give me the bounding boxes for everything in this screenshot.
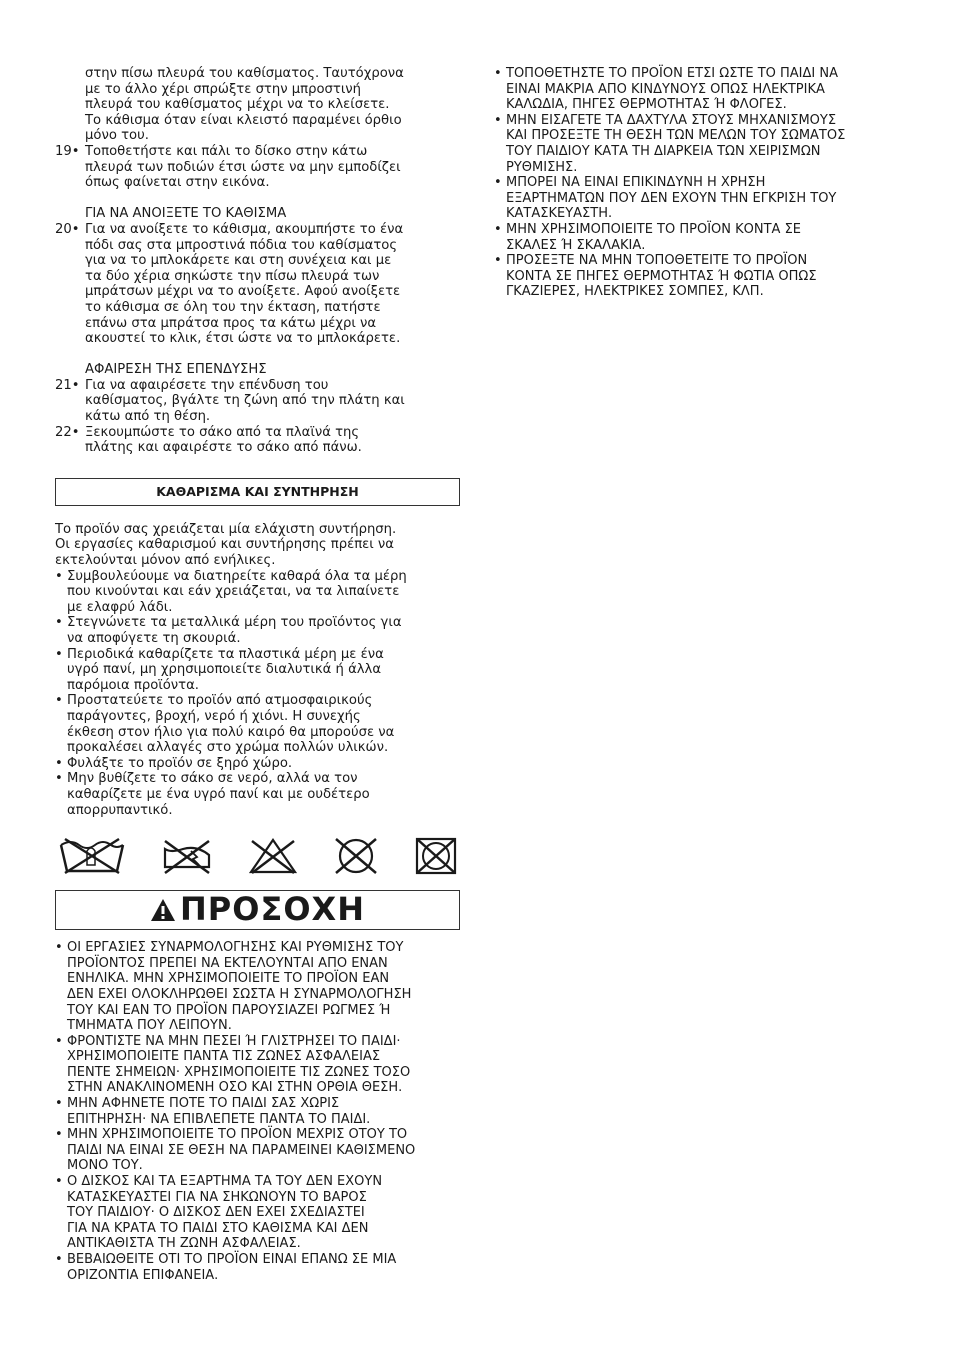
text-line: ΠΑΙΔΙ ΝΑ ΕΙΝΑΙ ΣΕ ΘΕΣΗ ΝΑ ΠΑΡΑΜΕΙΝΕΙ ΚΑΘΙΣΜΕΝΟ: [67, 1142, 416, 1158]
text-line: • ΜΗΝ ΕΙΣΑΓΕΤΕ ΤΑ ΔΑΧΤΥΛΑ ΣΤΟΥΣ ΜΗΧΑΝΙΣΜΟΥΣ: [506, 112, 837, 128]
warning-bullet: [494, 66, 899, 113]
text-line: παρόμοια προϊόντα.: [67, 677, 199, 693]
warning-bullet: [55, 1252, 460, 1283]
text-line: ΚΑΤΑΣΚΕΥΑΣΤΕΙ ΓΙΑ ΝΑ ΣΗΚΩΝΟΥΝ ΤΟ ΒΑΡΟΣ: [67, 1189, 367, 1205]
warning-title: ΠΡΟΣΟΧΗ: [180, 890, 365, 929]
text-line: • ΠΡΟΣΕΞΤΕ ΝΑ ΜΗΝ ΤΟΠΟΘΕΤΕΙΤΕ ΤΟ ΠΡΟΪΟΝ: [506, 253, 808, 269]
no-bleach-icon: [161, 837, 213, 875]
text-line: • ΜΗΝ ΧΡΗΣΙΜΟΠΟΙΕΙΤΕ ΤΟ ΠΡΟΪΟΝ ΚΟΝΤΑ ΣΕ: [506, 221, 801, 237]
step-number: 20•: [55, 221, 80, 237]
step-22: [55, 425, 460, 456]
text-line: ΓΚΑΖΙΕΡΕΣ, ΗΛΕΚΤΡΙΚΕΣ ΣΟΜΠΕΣ, ΚΛΠ.: [506, 284, 764, 300]
no-chlorine-icon: [248, 837, 298, 875]
text-line: παράγοντες, βροχή, νερό ή χιόνι. Η συνεχής: [67, 708, 361, 724]
warning-bullet: [494, 113, 899, 175]
text-line: ΚΑΛΩΔΙΑ, ΠΗΓΕΣ ΘΕΡΜΟΤΗΤΑΣ Ή ΦΛΟΓΕΣ.: [506, 97, 787, 113]
text-line: Οι εργασίες καθαρισμού και συντήρησης πρέπει να: [55, 537, 394, 553]
warning-bullet: [494, 222, 899, 253]
cleaning-intro: [55, 522, 460, 569]
text-line: • ΟΙ ΕΡΓΑΣΙΕΣ ΣΥΝΑΡΜΟΛΟΓΗΣΗΣ ΚΑΙ ΡΥΘΜΙΣΗΣ ΤΟΥ: [67, 940, 404, 956]
text-line: ακουστεί το κλικ, έτσι ώστε να το μπλοκάρετε.: [85, 331, 401, 347]
text-line: ΑΝΤΙΚΑΘΙΣΤΑ ΤΗ ΖΩΝΗ ΑΣΦΑΛΕΙΑΣ.: [67, 1236, 301, 1252]
text-line: Το προϊόν σας χρειάζεται μία ελάχιστη συντήρηση.: [55, 521, 397, 537]
text-line: απορρυπαντικό.: [67, 802, 173, 818]
warning-bullet: [55, 1034, 460, 1096]
text-line: ΧΡΗΣΙΜΟΠΟΙΕΙΤΕ ΠΑΝΤΑ ΤΙΣ ΖΩΝΕΣ ΑΣΦΑΛΕΙΑΣ: [67, 1049, 381, 1065]
right-column: [494, 66, 899, 300]
text-line: καθαρίζετε με ένα υγρό πανί και με ουδέτερο: [67, 786, 370, 802]
text-line: • Στεγνώνετε τα μεταλλικά μέρη του προϊόντος για: [67, 615, 402, 631]
step-number: 19•: [55, 143, 80, 159]
text-line: • Περιοδικά καθαρίζετε τα πλαστικά μέρη με ένα: [67, 646, 384, 662]
text-line: προκαλέσει αλλαγές στο χρώμα πολλών υλικών.: [67, 740, 389, 756]
text-line: με το άλλο χέρι σπρώξτε στην μπροστινή: [85, 81, 362, 97]
warning-header: [55, 890, 460, 930]
text-line: ΚΑΙ ΠΡΟΣΕΞΤΕ ΤΗ ΘΕΣΗ ΤΩΝ ΜΕΛΩΝ ΤΟΥ ΣΩΜΑΤΟΣ: [506, 128, 846, 144]
step-19: [55, 144, 460, 191]
text-line: με ελαφρύ λάδι.: [67, 599, 173, 615]
text-line: για να το μπλοκάρετε και στη συνέχεια και με: [85, 253, 392, 269]
step-number: 22•: [55, 424, 80, 440]
text-line: εκτελούνται μόνον από ενήλικες.: [55, 553, 276, 569]
cleaning-bullet: [55, 756, 460, 772]
left-column: [55, 66, 460, 1283]
text-line: • Ο ΔΙΣΚΟΣ ΚΑΙ ΤΑ ΕΞΑΡΤΗΜΑ ΤΑ ΤΟΥ ΔΕΝ ΕΧΟΥΝ: [67, 1174, 383, 1190]
cleaning-bullet: [55, 647, 460, 694]
text-line: ΕΙΝΑΙ ΜΑΚΡΙΑ ΑΠΟ ΚΙΝΔΥΝΟΥΣ ΟΠΩΣ ΗΛΕΚΤΡΙΚΑ: [506, 81, 825, 97]
step-20: [55, 222, 460, 347]
text-line: στην πίσω πλευρά του καθίσματος. Ταυτόχρονα: [85, 66, 404, 81]
text-line: ΤΜΗΜΑΤΑ ΠΟΥ ΛΕΙΠΟΥΝ.: [67, 1018, 232, 1034]
text-line: Για να ανοίξετε το κάθισμα, ακουμπήστε το ένα: [85, 221, 404, 237]
text-line: • ΤΟΠΟΘΕΤΗΣΤΕ ΤΟ ΠΡΟΪΟΝ ΕΤΣΙ ΩΣΤΕ ΤΟ ΠΑΙΔΙ ΝΑ: [506, 66, 838, 81]
text-line: κάτω από τη θέση.: [85, 409, 211, 425]
cleaning-section-title: ΚΑΘΑΡΙΣΜΑ ΚΑΙ ΣΥΝΤΗΡΗΣΗ: [55, 478, 460, 506]
warning-bullet: [55, 1127, 460, 1174]
text-line: ΣΚΑΛΕΣ Ή ΣΚΑΛΑΚΙΑ.: [506, 237, 646, 253]
no-dry-clean-icon: [332, 836, 380, 876]
text-line: πλευρά του καθίσματος μέχρι να το κλείσετε.: [85, 97, 390, 113]
text-line: ΤΟΥ ΚΑΙ ΕΑΝ ΤΟ ΠΡΟΪΟΝ ΠΑΡΟΥΣΙΑΖΕΙ ΡΩΓΜΕΣ Ή: [67, 1002, 391, 1018]
text-line: Το κάθισμα όταν είναι κλειστό παραμένει όρθιο: [85, 112, 402, 128]
text-line: • ΜΗΝ ΧΡΗΣΙΜΟΠΟΙΕΙΤΕ ΤΟ ΠΡΟΪΟΝ ΜΕΧΡΙΣ ΟΤΟΥ ΤΟ: [67, 1127, 408, 1143]
cleaning-bullet: [55, 569, 460, 616]
text-line: μπράτσων μέχρι να το ανοίξετε. Αφού ανοίξετε: [85, 284, 401, 300]
text-line: να αποφύγετε τη σκουριά.: [67, 631, 241, 646]
text-line: ΕΠΙΤΗΡΗΣΗ· ΝΑ ΕΠΙΒΛΕΠΕΤΕ ΠΑΝΤΑ ΤΟ ΠΑΙΔΙ.: [67, 1111, 371, 1127]
warning-bullet: [55, 940, 460, 1034]
text-line: ΤΟΥ ΠΑΙΔΙΟΥ· Ο ΔΙΣΚΟΣ ΔΕΝ ΕΧΕΙ ΣΧΕΔΙΑΣΤΕΙ: [67, 1205, 365, 1221]
text-line: πλευρά των ποδιών έτσι ώστε να μην εμποδίζει: [85, 159, 401, 175]
text-line: ΕΞΑΡΤΗΜΑΤΩΝ ΠΟΥ ΔΕΝ ΕΧΟΥΝ ΤΗΝ ΕΓΚΡΙΣΗ ΤΟΥ: [506, 190, 837, 206]
cleaning-bullet: [55, 771, 460, 818]
warning-triangle-icon: [150, 898, 176, 922]
text-line: • Μην βυθίζετε το σάκο σε νερό, αλλά να τον: [67, 771, 358, 787]
text-line: ΕΝΗΛΙΚΑ. ΜΗΝ ΧΡΗΣΙΜΟΠΟΙΕΙΤΕ ΤΟ ΠΡΟΪΟΝ ΕΑΝ: [67, 971, 390, 987]
text-line: • ΜΠΟΡΕΙ ΝΑ ΕΙΝΑΙ ΕΠΙΚΙΝΔΥΝΗ Η ΧΡΗΣΗ: [506, 175, 766, 191]
text-line: • ΒΕΒΑΙΩΘΕΙΤΕ ΟΤΙ ΤΟ ΠΡΟΪΟΝ ΕΙΝΑΙ ΕΠΑΝΩ ΣΕ ΜΙΑ: [67, 1252, 397, 1267]
no-wash-icon: [57, 837, 127, 875]
text-line: πλάτης και αφαιρέστε το σάκο από πάνω.: [85, 440, 362, 456]
section-heading-open: ΓΙΑ ΝΑ ΑΝΟΙΞΕΤΕ ΤΟ ΚΑΘΙΣΜΑ: [85, 206, 287, 222]
care-symbols: [57, 836, 458, 876]
text-line: ΓΙΑ ΝΑ ΚΡΑΤΑ ΤΟ ΠΑΙΔΙ ΣΤΟ ΚΑΘΙΣΜΑ ΚΑΙ ΔΕΝ: [67, 1220, 369, 1236]
no-tumble-dry-icon: [414, 836, 458, 876]
text-line: ΣΤΗΝ ΑΝΑΚΛΙΝΟΜΕΝΗ ΟΣΟ ΚΑΙ ΣΤΗΝ ΟΡΘΙΑ ΘΕΣΗ.: [67, 1080, 403, 1096]
text-line: • ΦΡΟΝΤΙΣΤΕ ΝΑ ΜΗΝ ΠΕΣΕΙ Ή ΓΛΙΣΤΡΗΣΕΙ ΤΟ ΠΑΙΔΙ·: [67, 1033, 401, 1049]
text-line: ΚΟΝΤΑ ΣΕ ΠΗΓΕΣ ΘΕΡΜΟΤΗΤΑΣ Ή ΦΩΤΙΑ ΟΠΩΣ: [506, 268, 817, 284]
text-line: ΤΟΥ ΠΑΙΔΙΟΥ ΚΑΤΑ ΤΗ ΔΙΑΡΚΕΙΑ ΤΩΝ ΧΕΙΡΙΣΜΩΝ: [506, 143, 821, 159]
text-line: Ξεκουμπώστε το σάκο από τα πλαϊνά της: [85, 424, 360, 440]
text-line: τα δύο χέρια σηκώστε την πίσω πλευρά των: [85, 268, 380, 284]
warning-bullet: [55, 1174, 460, 1252]
warning-bullet: [494, 253, 899, 300]
text-line: ΜΟΝΟ ΤΟΥ.: [67, 1158, 143, 1174]
text-line: καθίσματος, βγάλτε τη ζώνη από την πλάτη και: [85, 393, 405, 409]
warning-bullet: [55, 1096, 460, 1127]
step-number: 21•: [55, 377, 80, 393]
text-line: • ΜΗΝ ΑΦΗΝΕΤΕ ΠΟΤΕ ΤΟ ΠΑΙΔΙ ΣΑΣ ΧΩΡΙΣ: [67, 1096, 340, 1112]
warning-bullet: [494, 175, 899, 222]
text-line: ΡΥΘΜΙΣΗΣ.: [506, 159, 578, 175]
text-line: • Φυλάξτε το προϊόν σε ξηρό χώρο.: [67, 755, 293, 771]
text-line: ΠΕΝΤΕ ΣΗΜΕΙΩΝ· ΧΡΗΣΙΜΟΠΟΙΕΙΤΕ ΤΙΣ ΖΩΝΕΣ ΤΟΣΟ: [67, 1064, 411, 1080]
text-line: το κάθισμα σε όλη του την έκταση, πατήστε: [85, 299, 381, 315]
cleaning-bullet: [55, 693, 460, 755]
text-line: • Προστατεύετε το προϊόν από ατμοσφαιρικούς: [67, 693, 373, 709]
text-line: που κινούνται και εάν χρειάζεται, να τα λιπαίνετε: [67, 584, 400, 600]
text-line: ΔΕΝ ΕΧΕΙ ΟΛΟΚΛΗΡΩΘΕΙ ΣΩΣΤΑ Η ΣΥΝΑΡΜΟΛΟΓΗΣΗ: [67, 986, 412, 1002]
step-21: [55, 378, 460, 425]
text-line: ΚΑΤΑΣΚΕΥΑΣΤΗ.: [506, 206, 613, 222]
continued-paragraph: [55, 66, 460, 144]
text-line: έκθεση στον ήλιο για πολύ καιρό θα μπορούσε να: [67, 724, 395, 740]
text-line: πόδι σας στα μπροστινά πόδια του καθίσματος: [85, 237, 398, 253]
section-heading-remove-cover: ΑΦΑΙΡΕΣΗ ΤΗΣ ΕΠΕΝΔΥΣΗΣ: [85, 362, 267, 378]
text-line: Για να αφαιρέσετε την επένδυση του: [85, 377, 329, 393]
text-line: υγρό πανί, μη χρησιμοποιείτε διαλυτικά ή άλλα: [67, 662, 382, 678]
text-line: Τοποθετήστε και πάλι το δίσκο στην κάτω: [85, 143, 368, 159]
cleaning-bullet: [55, 615, 460, 646]
text-line: όπως φαίνεται στην εικόνα.: [85, 175, 270, 191]
text-line: επάνω στα μπράτσα προς τα κάτω μέχρι να: [85, 315, 377, 331]
text-line: • Συμβουλεύουμε να διατηρείτε καθαρά όλα τα μέρη: [67, 568, 407, 584]
text-line: ΟΡΙΖΟΝΤΙΑ ΕΠΙΦΑΝΕΙΑ.: [67, 1267, 219, 1283]
text-line: μόνο του.: [85, 128, 149, 144]
text-line: ΠΡΟΪΟΝΤΟΣ ΠΡΕΠΕΙ ΝΑ ΕΚΤΕΛΟΥΝΤΑΙ ΑΠΟ ΕΝΑΝ: [67, 955, 388, 971]
